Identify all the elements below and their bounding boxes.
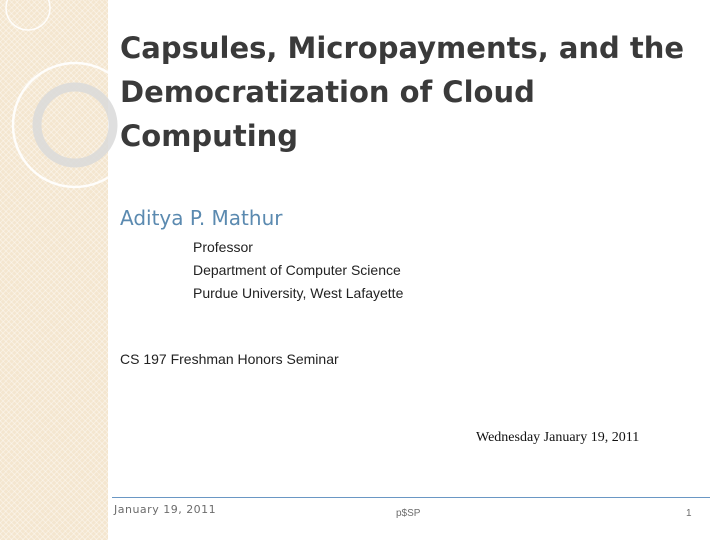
footer-divider (112, 497, 710, 498)
footer-date: January 19, 2011 (114, 503, 217, 516)
decorative-ring-inner (37, 87, 113, 163)
affiliation-position: Professor (193, 239, 253, 255)
footer-label: p$SP (396, 508, 421, 519)
slide-title-line-1: Capsules, Micropayments, and the (120, 31, 685, 65)
presentation-date: Wednesday January 19, 2011 (476, 430, 640, 445)
author-affiliation (193, 236, 403, 305)
slide-number: 1 (686, 508, 692, 519)
seminar-name: CS 197 Freshman Honors Seminar (120, 351, 339, 367)
decorative-ring-outer (13, 63, 137, 187)
slide-title-line-2: Democratization of Cloud (120, 75, 535, 109)
decorative-ring-small (6, 0, 50, 30)
slide-title-line-3: Computing (120, 119, 299, 153)
affiliation-university: Purdue University, West Lafayette (193, 285, 404, 301)
author-name: Aditya P. Mathur (120, 206, 283, 230)
slide-title (120, 26, 700, 158)
affiliation-department: Department of Computer Science (193, 262, 401, 278)
decorative-circles (0, 0, 140, 220)
